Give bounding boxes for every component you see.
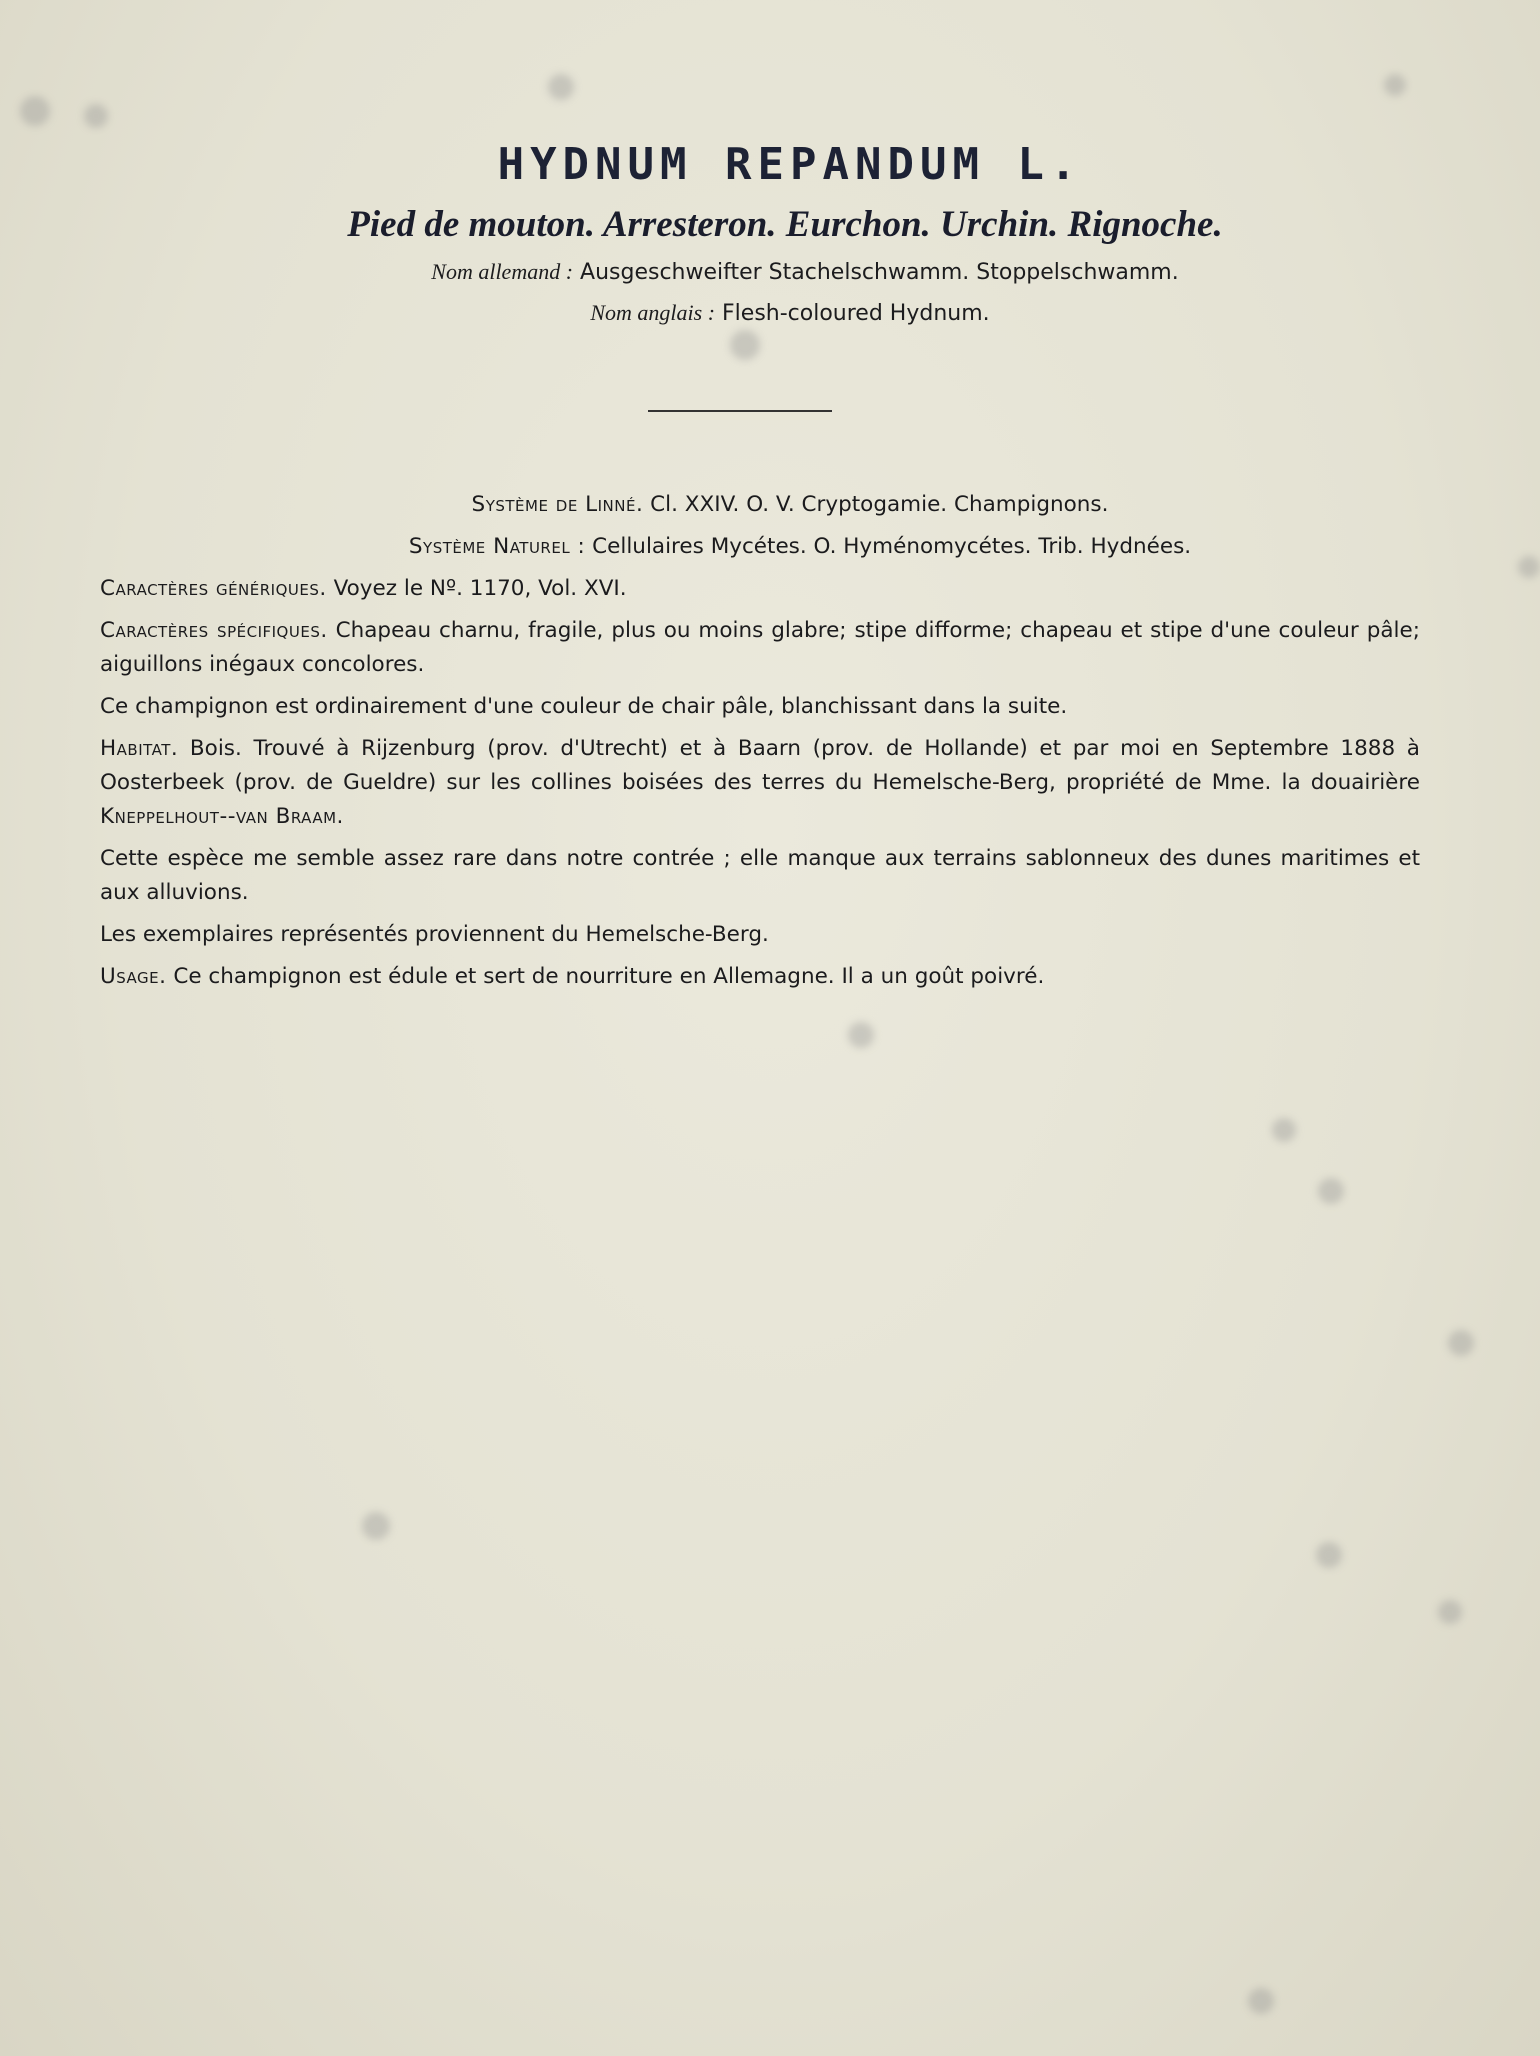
paper-spot	[1272, 1118, 1296, 1142]
english-name: Flesh-coloured Hydnum.	[722, 301, 990, 326]
paper-spot	[848, 1022, 874, 1048]
habitat-owner: Kneppelhout--van Braam.	[100, 804, 344, 829]
title-divider	[648, 410, 832, 412]
rarity-paragraph: Cette espèce me semble assez rare dans notre contrée ; elle manque aux terrains sablonneux des dunes maritimes et aux alluvions.	[100, 846, 1420, 905]
paper-spot	[1248, 1988, 1274, 2014]
paper-spot	[20, 96, 50, 126]
paper-spot	[362, 1512, 390, 1540]
paper-spot	[1448, 1330, 1474, 1356]
paper-spot	[1384, 74, 1406, 96]
german-label: Nom allemand :	[431, 259, 574, 284]
generiques-text: Voyez le Nº. 1170, Vol. XVI.	[333, 576, 627, 601]
english-label: Nom anglais :	[590, 300, 716, 325]
paper-spot	[1318, 1178, 1344, 1204]
paper-spot	[1316, 1542, 1342, 1568]
paper-spot	[1438, 1600, 1462, 1624]
specimens-paragraph: Les exemplaires représentés proviennent du Hemelsche-Berg.	[100, 922, 769, 947]
naturel-label: Système Naturel :	[408, 534, 586, 559]
habitat-paragraph	[100, 732, 1420, 834]
german-name: Ausgeschweifter Stachelschwamm. Stoppelschwamm.	[580, 260, 1179, 285]
colour-paragraph: Ce champignon est ordinairement d'une couleur de chair pâle, blanchissant dans la suite.	[100, 694, 1068, 719]
english-name-row	[0, 293, 1540, 334]
german-name-row	[0, 252, 1540, 293]
habitat-label: Habitat.	[100, 736, 179, 761]
linne-text: Cl. XXIV. O. V. Cryptogamie. Champignons.	[650, 492, 1109, 517]
usage-label: Usage.	[100, 964, 167, 989]
linne-label: Système de Linné.	[471, 492, 644, 517]
paper-spot	[1518, 556, 1540, 578]
paper-spot	[84, 104, 108, 128]
description-body	[100, 488, 1420, 1002]
specifiques-label: Caractères spécifiques.	[100, 618, 328, 643]
naturel-text: Cellulaires Mycétes. O. Hyménomycétes. Trib. Hydnées.	[592, 534, 1192, 559]
natural-system	[100, 530, 1420, 564]
generiques-label: Caractères génériques.	[100, 576, 327, 601]
habitat-text: Bois. Trouvé à Rijzenburg (prov. d'Utrecht) et à Baarn (prov. de Hollande) et par moi en Septembre 1888 à Oosterbeek (prov. de Gueldre) sur les collines boisées des terres du Hemelsche-Berg, propriété de Mme. la douairière	[100, 736, 1420, 795]
specific-characters	[100, 614, 1420, 682]
linne-system	[100, 488, 1420, 522]
page-title: HYDNUM REPANDUM L.	[497, 139, 1083, 190]
common-names: Pied de mouton. Arresteron. Eurchon. Urchin. Rignoche.	[347, 204, 1223, 245]
paper-spot	[548, 74, 574, 100]
usage-paragraph	[100, 960, 1420, 994]
page-header	[0, 138, 1540, 334]
vernacular-names	[0, 252, 1540, 334]
generic-characters	[100, 572, 1420, 606]
specifiques-text: Chapeau charnu, fragile, plus ou moins glabre; stipe difforme; chapeau et stipe d'une couleur pâle; aiguillons inégaux concolores.	[100, 618, 1420, 677]
paper-spot	[730, 330, 760, 360]
usage-text: Ce champignon est édule et sert de nourriture en Allemagne. Il a un goût poivré.	[173, 964, 1045, 989]
